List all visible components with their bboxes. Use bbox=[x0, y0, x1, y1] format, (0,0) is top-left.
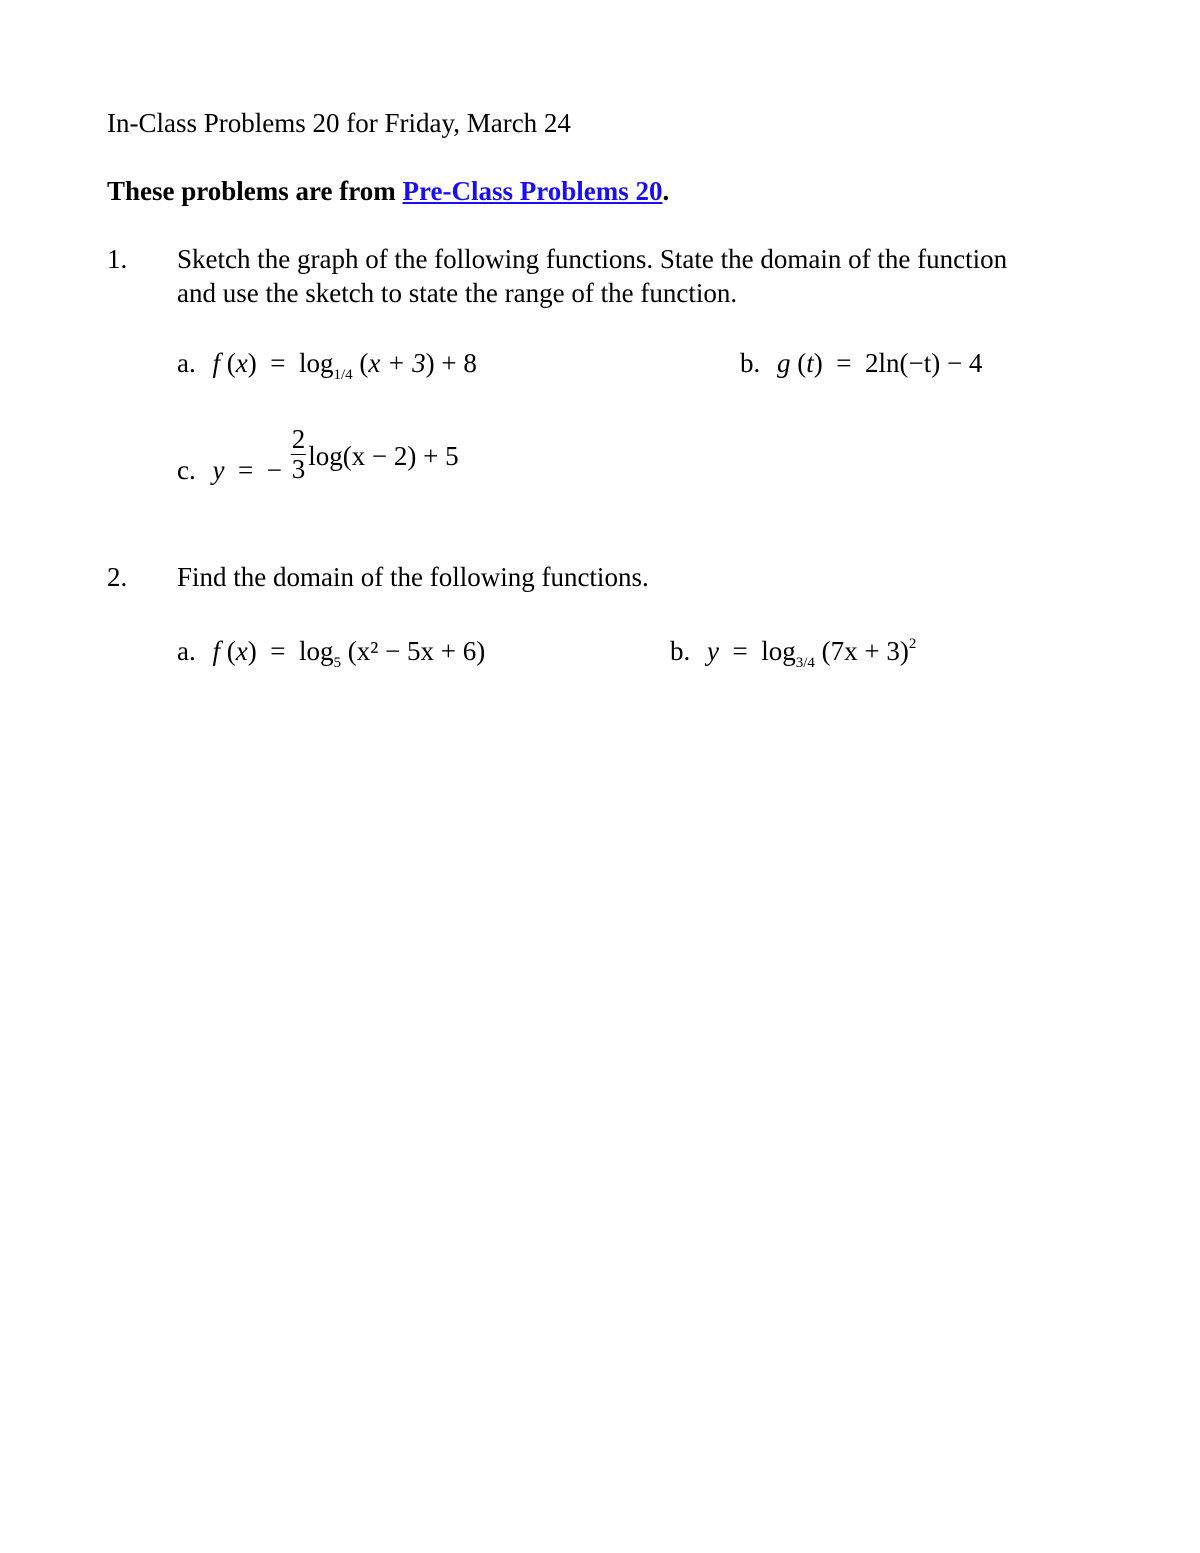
problem-1c-lhs: y bbox=[212, 454, 225, 485]
problem-2a-fn: f bbox=[212, 636, 220, 666]
problem-2b-base: 3/4 bbox=[795, 655, 815, 671]
intro-suffix: . bbox=[662, 176, 670, 206]
problem-2-line-1: Find the domain of the following functions. bbox=[177, 562, 649, 592]
pre-class-problems-link[interactable]: Pre-Class Problems 20 bbox=[402, 176, 663, 206]
problem-1c-label: c. bbox=[177, 454, 196, 485]
problem-1a-base: 1/4 bbox=[333, 367, 353, 383]
problem-1c: c. y = − $\frac{2}{3}$ log(x − 2) + 5 bbox=[177, 424, 459, 485]
problem-1b: b. g (t) = 2ln(−t) − 4 bbox=[740, 348, 983, 378]
problem-1b-expr: 2ln(−t) − 4 bbox=[864, 348, 983, 378]
problem-1-number: 1. bbox=[107, 244, 128, 274]
problem-1a-label: a. bbox=[177, 348, 196, 378]
problem-1a: a. f $(x) = \log_{1/4} (x + 3) + 8$ bbox=[177, 348, 477, 383]
problem-1-line-1: Sketch the graph of the following functions. State the domain of the function bbox=[177, 244, 1008, 274]
problem-1b-var: t bbox=[806, 348, 814, 378]
problem-1c-rest: log(x − 2) + 5 bbox=[308, 440, 459, 471]
problem-2a-var: x bbox=[235, 636, 248, 666]
problem-1c-frac-num: 2 bbox=[291, 424, 306, 454]
problem-1c-sign: − bbox=[266, 454, 282, 485]
problem-2b-power: 2 bbox=[908, 636, 917, 652]
problem-2a-label: a. bbox=[177, 636, 196, 666]
problem-2b: b. $y = \log_{3/4} (7x + 3)^2$ bbox=[670, 636, 917, 671]
problem-1c-fraction bbox=[291, 426, 307, 483]
problem-1a-arg: x + 3 bbox=[368, 348, 426, 378]
problem-1b-label: b. bbox=[740, 348, 761, 378]
problem-2b-lhs: y bbox=[707, 636, 719, 666]
problem-2b-arg: 7x + 3 bbox=[830, 636, 900, 666]
problem-1a-fn: f bbox=[212, 348, 220, 378]
intro-prefix: These problems are from bbox=[107, 176, 403, 206]
problem-1a-rest: + 8 bbox=[441, 348, 477, 378]
problem-1b-fn: g bbox=[777, 348, 791, 378]
problem-2b-label: b. bbox=[670, 636, 691, 666]
problem-1c-frac-den: 3 bbox=[291, 454, 306, 484]
problem-2a: a. f $(x) = \log_5 (x^2 - 5x + 6)$ bbox=[177, 636, 486, 671]
problem-2-number: 2. bbox=[107, 562, 128, 592]
problem-1-line-2: and use the sketch to state the range of the function. bbox=[177, 278, 738, 308]
page-title: In-Class Problems 20 for Friday, March 24 bbox=[107, 108, 571, 138]
problem-1a-var: x bbox=[235, 348, 248, 378]
problem-2a-base: 5 bbox=[333, 655, 341, 671]
intro-line bbox=[107, 178, 669, 205]
problem-2a-arg: x² − 5x + 6 bbox=[356, 636, 477, 666]
